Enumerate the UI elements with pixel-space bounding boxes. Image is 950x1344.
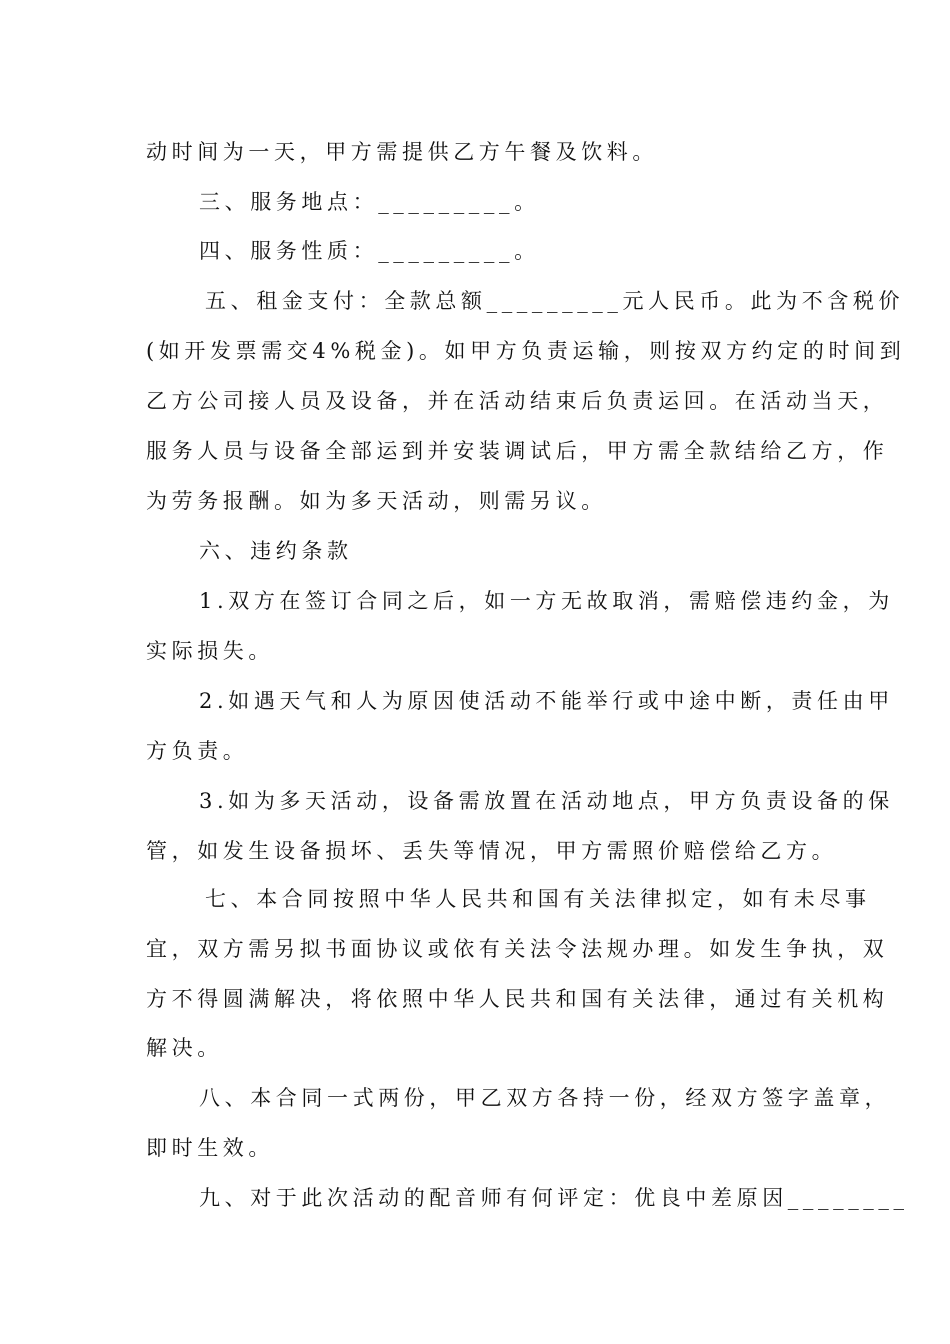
text-line: 宜，双方需另拟书面协议或依有关法令法规办理。如发生争执，双 xyxy=(146,937,889,961)
text-line: 方不得圆满解决，将依照中华人民共和国有关法律，通过有关机构 xyxy=(146,987,889,1011)
text-line: 动时间为一天，甲方需提供乙方午餐及饮料。 xyxy=(146,140,658,164)
text-line: 管，如发生设备损坏、丢失等情况，甲方需照价赔偿给乙方。 xyxy=(146,839,838,863)
text-line: 七、本合同按照中华人民共和国有关法律拟定，如有未尽事 xyxy=(205,887,871,911)
text-line: 解决。 xyxy=(146,1036,223,1060)
text-line: 实际损失。 xyxy=(146,639,274,663)
text-line: 九、对于此次活动的配音师有何评定：优良中差原因________ xyxy=(199,1186,909,1210)
text-line: 乙方公司接人员及设备，并在活动结束后负责运回。在活动当天， xyxy=(146,389,889,413)
text-line: 八、本合同一式两份，甲乙双方各持一份，经双方签字盖章， xyxy=(199,1086,891,1110)
text-line: (如开发票需交4%税金)。如甲方负责运输，则按双方约定的时间到 xyxy=(146,339,906,363)
text-line: 五、租金支付：全款总额_________元人民币。此为不含税价 xyxy=(205,289,905,313)
text-line: 三、服务地点：_________。 xyxy=(199,190,540,214)
text-line: 2.如遇天气和人为原因使活动不能举行或中途中断，责任由甲 xyxy=(199,689,894,713)
text-line: 为劳务报酬。如为多天活动，则需另议。 xyxy=(146,489,607,513)
text-line: 3.如为多天活动，设备需放置在活动地点，甲方负责设备的保 xyxy=(199,789,894,813)
text-line: 四、服务性质：_________。 xyxy=(199,239,540,263)
text-line: 1.双方在签订合同之后，如一方无故取消，需赔偿违约金，为 xyxy=(199,589,894,613)
text-line: 即时生效。 xyxy=(146,1136,274,1160)
section-heading: 六、违约条款 xyxy=(199,539,353,563)
text-line: 方负责。 xyxy=(146,739,249,763)
text-line: 服务人员与设备全部运到并安装调试后，甲方需全款结给乙方，作 xyxy=(146,439,889,463)
